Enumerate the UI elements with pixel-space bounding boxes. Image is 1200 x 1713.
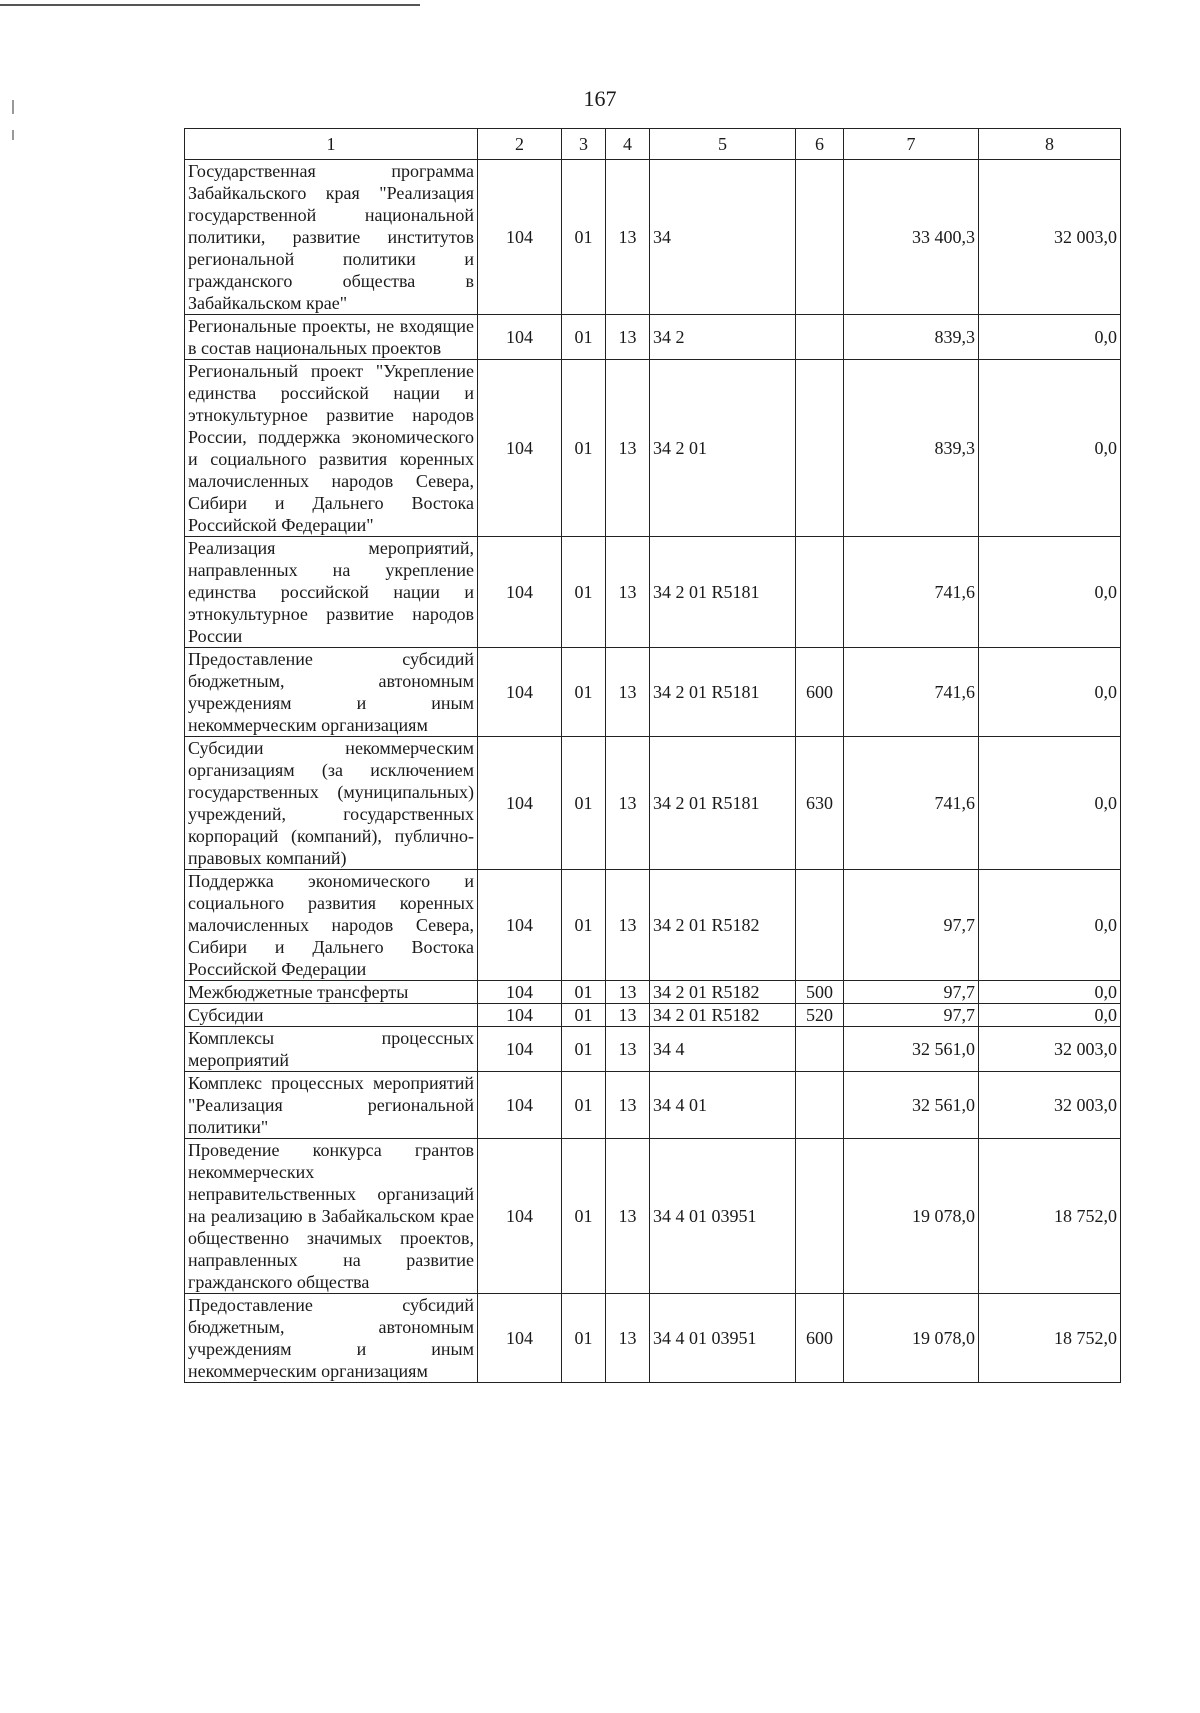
row-name-cell: Комплексы процессных мероприятий xyxy=(185,1027,478,1072)
subsection-cell: 13 xyxy=(606,648,650,737)
amount-year1-cell: 33 400,3 xyxy=(844,160,979,315)
table-row xyxy=(185,1072,1121,1139)
amount-year1-cell: 97,7 xyxy=(844,870,979,981)
table-row xyxy=(185,160,1121,315)
amount-year2-cell: 0,0 xyxy=(979,1004,1121,1027)
subsection-cell: 13 xyxy=(606,981,650,1004)
expense-type-cell xyxy=(796,1027,844,1072)
amount-year2-cell: 0,0 xyxy=(979,648,1121,737)
admin-code-cell: 104 xyxy=(478,981,562,1004)
target-code-cell: 34 2 01 R5182 xyxy=(650,870,796,981)
expense-type-cell xyxy=(796,1139,844,1294)
admin-code-cell: 104 xyxy=(478,1294,562,1383)
section-cell: 01 xyxy=(562,160,606,315)
section-cell: 01 xyxy=(562,737,606,870)
expense-type-cell xyxy=(796,870,844,981)
subsection-cell: 13 xyxy=(606,1027,650,1072)
row-name-cell: Региональный проект "Укрепление единства российской нации и этнокультурное развитие народов России, поддержка экономического и социального развития коренных малочисленных народов Севера, Сибири и Дальнего Востока Российской Федерации" xyxy=(185,360,478,537)
admin-code-cell: 104 xyxy=(478,160,562,315)
admin-code-cell: 104 xyxy=(478,1004,562,1027)
amount-year1-cell: 32 561,0 xyxy=(844,1027,979,1072)
table-row xyxy=(185,1294,1121,1383)
column-header: 8 xyxy=(979,129,1121,160)
expense-type-cell: 600 xyxy=(796,648,844,737)
admin-code-cell: 104 xyxy=(478,648,562,737)
admin-code-cell: 104 xyxy=(478,737,562,870)
section-cell: 01 xyxy=(562,1027,606,1072)
subsection-cell: 13 xyxy=(606,1294,650,1383)
target-code-cell: 34 2 xyxy=(650,315,796,360)
section-cell: 01 xyxy=(562,315,606,360)
table-row xyxy=(185,315,1121,360)
amount-year2-cell: 0,0 xyxy=(979,360,1121,537)
section-cell: 01 xyxy=(562,537,606,648)
expense-type-cell: 600 xyxy=(796,1294,844,1383)
amount-year2-cell: 32 003,0 xyxy=(979,1027,1121,1072)
column-header: 3 xyxy=(562,129,606,160)
expense-type-cell xyxy=(796,537,844,648)
table-row xyxy=(185,1027,1121,1072)
target-code-cell: 34 4 xyxy=(650,1027,796,1072)
section-cell: 01 xyxy=(562,870,606,981)
budget-table xyxy=(184,128,1121,1383)
expense-type-cell xyxy=(796,160,844,315)
amount-year1-cell: 97,7 xyxy=(844,981,979,1004)
table-row xyxy=(185,1139,1121,1294)
scan-speck xyxy=(12,130,14,140)
amount-year1-cell: 97,7 xyxy=(844,1004,979,1027)
subsection-cell: 13 xyxy=(606,315,650,360)
target-code-cell: 34 4 01 xyxy=(650,1072,796,1139)
amount-year2-cell: 18 752,0 xyxy=(979,1294,1121,1383)
subsection-cell: 13 xyxy=(606,160,650,315)
column-header: 2 xyxy=(478,129,562,160)
subsection-cell: 13 xyxy=(606,1072,650,1139)
row-name-cell: Предоставление субсидий бюджетным, автономным учреждениям и иным некоммерческим организациям xyxy=(185,1294,478,1383)
target-code-cell: 34 4 01 03951 xyxy=(650,1294,796,1383)
row-name-cell: Межбюджетные трансферты xyxy=(185,981,478,1004)
subsection-cell: 13 xyxy=(606,360,650,537)
target-code-cell: 34 2 01 R5181 xyxy=(650,537,796,648)
column-header: 4 xyxy=(606,129,650,160)
amount-year1-cell: 19 078,0 xyxy=(844,1139,979,1294)
amount-year2-cell: 32 003,0 xyxy=(979,1072,1121,1139)
section-cell: 01 xyxy=(562,1004,606,1027)
section-cell: 01 xyxy=(562,1072,606,1139)
expense-type-cell xyxy=(796,1072,844,1139)
amount-year2-cell: 0,0 xyxy=(979,315,1121,360)
amount-year1-cell: 19 078,0 xyxy=(844,1294,979,1383)
row-name-cell: Проведение конкурса грантов некоммерческих неправительственных организаций на реализацию в Забайкальском крае общественно значимых проектов, направленных на развитие гражданского общества xyxy=(185,1139,478,1294)
admin-code-cell: 104 xyxy=(478,1139,562,1294)
admin-code-cell: 104 xyxy=(478,537,562,648)
target-code-cell: 34 2 01 R5181 xyxy=(650,737,796,870)
subsection-cell: 13 xyxy=(606,537,650,648)
column-header: 5 xyxy=(650,129,796,160)
admin-code-cell: 104 xyxy=(478,1027,562,1072)
row-name-cell: Поддержка экономического и социального развития коренных малочисленных народов Севера, Сибири и Дальнего Востока Российской Федерации xyxy=(185,870,478,981)
subsection-cell: 13 xyxy=(606,737,650,870)
admin-code-cell: 104 xyxy=(478,360,562,537)
column-header: 6 xyxy=(796,129,844,160)
section-cell: 01 xyxy=(562,1294,606,1383)
admin-code-cell: 104 xyxy=(478,1072,562,1139)
row-name-cell: Субсидии некоммерческим организациям (за исключением государственных (муниципальных) учреждений, государственных корпораций (компаний), публично-правовых компаний) xyxy=(185,737,478,870)
target-code-cell: 34 4 01 03951 xyxy=(650,1139,796,1294)
subsection-cell: 13 xyxy=(606,1139,650,1294)
target-code-cell: 34 xyxy=(650,160,796,315)
section-cell: 01 xyxy=(562,1139,606,1294)
amount-year1-cell: 839,3 xyxy=(844,315,979,360)
row-name-cell: Государственная программа Забайкальского края "Реализация государственной национальной политики, развитие институтов региональной политики и гражданского общества в Забайкальском крае" xyxy=(185,160,478,315)
subsection-cell: 13 xyxy=(606,1004,650,1027)
amount-year2-cell: 0,0 xyxy=(979,537,1121,648)
amount-year1-cell: 741,6 xyxy=(844,648,979,737)
column-header: 1 xyxy=(185,129,478,160)
section-cell: 01 xyxy=(562,648,606,737)
row-name-cell: Предоставление субсидий бюджетным, автономным учреждениям и иным некоммерческим организациям xyxy=(185,648,478,737)
expense-type-cell xyxy=(796,360,844,537)
amount-year1-cell: 839,3 xyxy=(844,360,979,537)
page-number: 167 xyxy=(583,86,617,111)
expense-type-cell: 630 xyxy=(796,737,844,870)
target-code-cell: 34 2 01 xyxy=(650,360,796,537)
table-row xyxy=(185,870,1121,981)
table-row xyxy=(185,537,1121,648)
expense-type-cell xyxy=(796,315,844,360)
table-row xyxy=(185,1004,1121,1027)
row-name-cell: Субсидии xyxy=(185,1004,478,1027)
row-name-cell: Комплекс процессных мероприятий "Реализация региональной политики" xyxy=(185,1072,478,1139)
amount-year2-cell: 18 752,0 xyxy=(979,1139,1121,1294)
amount-year2-cell: 0,0 xyxy=(979,981,1121,1004)
table-row xyxy=(185,737,1121,870)
table-row xyxy=(185,981,1121,1004)
column-header: 7 xyxy=(844,129,979,160)
amount-year1-cell: 741,6 xyxy=(844,737,979,870)
expense-type-cell: 500 xyxy=(796,981,844,1004)
table-row xyxy=(185,648,1121,737)
amount-year1-cell: 741,6 xyxy=(844,537,979,648)
section-cell: 01 xyxy=(562,360,606,537)
amount-year2-cell: 0,0 xyxy=(979,737,1121,870)
target-code-cell: 34 2 01 R5182 xyxy=(650,1004,796,1027)
table-row xyxy=(185,360,1121,537)
admin-code-cell: 104 xyxy=(478,315,562,360)
table-header-row xyxy=(185,129,1121,160)
subsection-cell: 13 xyxy=(606,870,650,981)
amount-year1-cell: 32 561,0 xyxy=(844,1072,979,1139)
row-name-cell: Региональные проекты, не входящие в состав национальных проектов xyxy=(185,315,478,360)
expense-type-cell: 520 xyxy=(796,1004,844,1027)
row-name-cell: Реализация мероприятий, направленных на укрепление единства российской нации и этнокультурное развитие народов России xyxy=(185,537,478,648)
scan-top-rule xyxy=(0,4,420,6)
target-code-cell: 34 2 01 R5181 xyxy=(650,648,796,737)
amount-year2-cell: 32 003,0 xyxy=(979,160,1121,315)
amount-year2-cell: 0,0 xyxy=(979,870,1121,981)
target-code-cell: 34 2 01 R5182 xyxy=(650,981,796,1004)
section-cell: 01 xyxy=(562,981,606,1004)
admin-code-cell: 104 xyxy=(478,870,562,981)
